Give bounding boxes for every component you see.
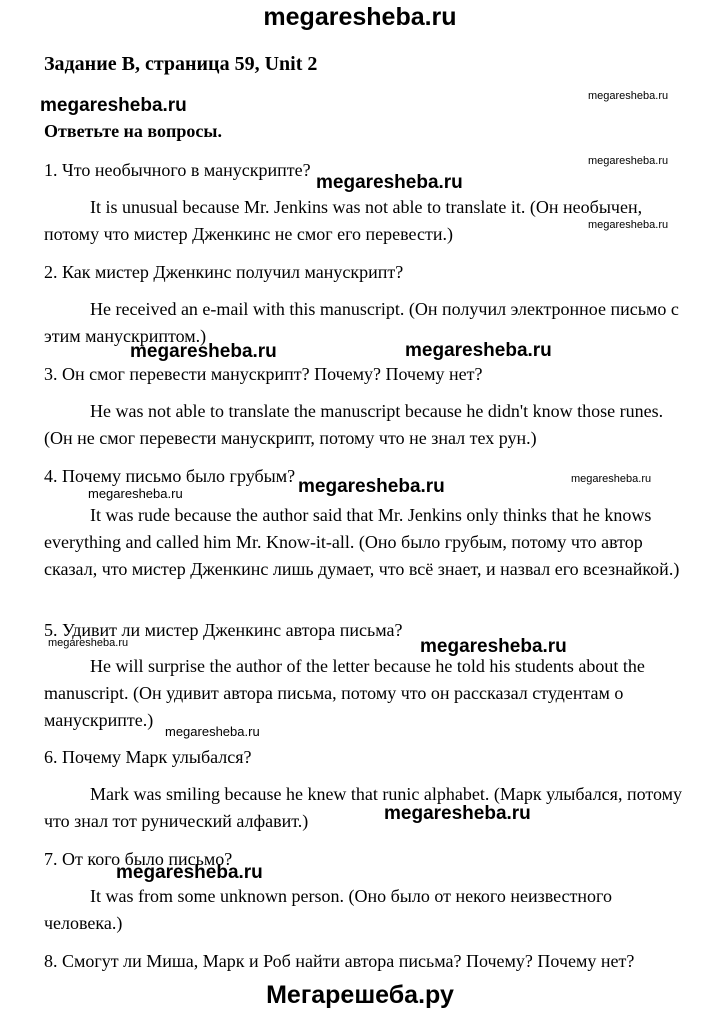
site-footer[interactable]: Мегарешеба.ру [266, 981, 454, 1009]
question-4: 4. Почему письмо было грубым? [44, 466, 296, 486]
instruction: Ответьте на вопросы. [44, 121, 222, 141]
watermark: megaresheba.ru [420, 636, 567, 657]
watermark: megaresheba.ru [165, 724, 260, 739]
answer-3: He was not able to translate the manuscript because he didn't know those runes. (Он не смог перевести манускрипт, потому что не знал тех рун.) [44, 401, 664, 448]
answer-5: He will surprise the author of the letter because he told his students about the manuscript. (Он удивит автора письма, потому что он рассказал студентам о манускрипте.) [44, 656, 645, 730]
answer-4: It was rude because the author said that Mr. Jenkins only thinks that he knows everything and called him Mr. Know-it-all. (Оно было грубым, потому что автор сказал, что мистер Дженкинс лишь думает, что всё знает, и назвал его всезнайкой.) [44, 505, 680, 579]
question-2: 2. Как мистер Дженкинс получил манускрипт? [44, 262, 404, 282]
site-header[interactable]: megaresheba.ru [263, 3, 457, 31]
watermark: megaresheba.ru [588, 90, 669, 102]
watermark: megaresheba.ru [40, 95, 187, 116]
answer-1: It is unusual because Mr. Jenkins was not able to translate it. (Он необычен, потому что мистер Дженкинс не смог его перевести.) [44, 197, 643, 244]
question-5: 5. Удивит ли мистер Дженкинс автора письма? [44, 620, 403, 640]
watermark: megaresheba.ru [571, 473, 652, 485]
question-1: 1. Что необычного в манускрипте? [44, 160, 311, 180]
answer-2: He received an e-mail with this manuscript. (Он получил электронное письмо с этим манускриптом.) [44, 299, 679, 346]
task-title: Задание B, страница 59, Unit 2 [44, 53, 318, 75]
watermark: megaresheba.ru [384, 803, 531, 824]
watermark: megaresheba.ru [298, 476, 445, 497]
answer-6: Mark was smiling because he knew that runic alphabet. (Марк улыбался, потому что знал тот рунический алфавит.) [44, 784, 683, 831]
question-6: 6. Почему Марк улыбался? [44, 747, 252, 767]
question-8: 8. Смогут ли Миша, Марк и Роб найти автора письма? Почему? Почему нет? [44, 951, 635, 971]
watermark: megaresheba.ru [405, 340, 552, 361]
watermark: megaresheba.ru [588, 219, 669, 231]
watermark: megaresheba.ru [130, 341, 277, 362]
watermark: megaresheba.ru [88, 486, 183, 501]
watermark: megaresheba.ru [588, 155, 669, 167]
question-7: 7. От кого было письмо? [44, 849, 233, 869]
answer-7: It was from some unknown person. (Оно было от некого неизвестного человека.) [44, 886, 612, 933]
question-3: 3. Он смог перевести манускрипт? Почему? Почему нет? [44, 364, 483, 384]
watermark: megaresheba.ru [48, 637, 129, 649]
watermark: megaresheba.ru [316, 172, 463, 193]
watermark: megaresheba.ru [116, 862, 263, 883]
